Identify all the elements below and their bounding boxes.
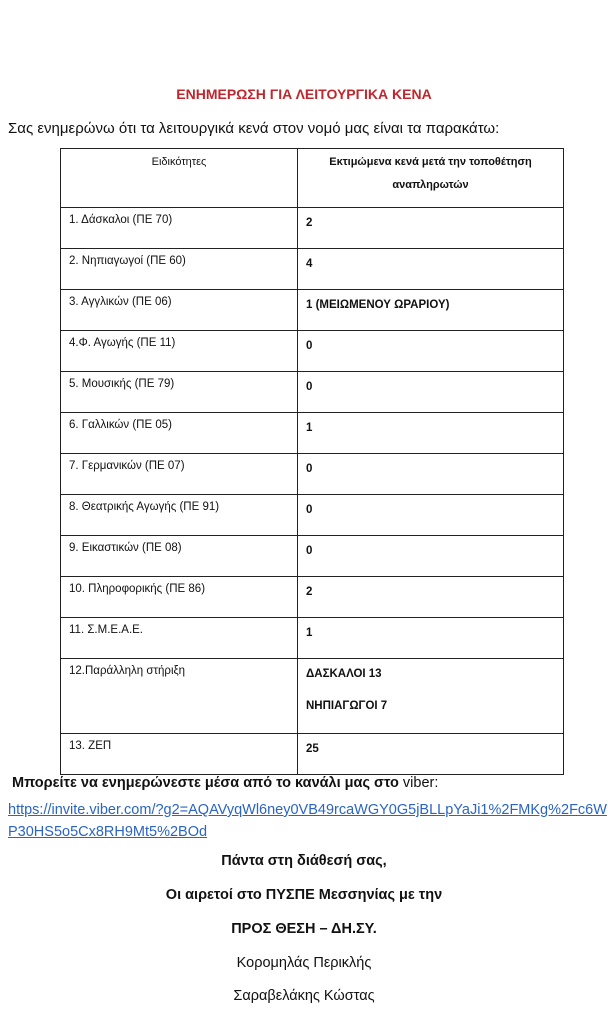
specialty-cell: 5. Μουσικής (ΠΕ 79) — [61, 372, 298, 413]
specialty-cell: 2. Νηπιαγωγοί (ΠΕ 60) — [61, 249, 298, 290]
vacancy-cell: 0 — [298, 495, 564, 536]
specialty-cell: 10. Πληροφορικής (ΠΕ 86) — [61, 577, 298, 618]
table-row — [61, 372, 564, 413]
specialty-cell: 8. Θεατρικής Αγωγής (ΠΕ 91) — [61, 495, 298, 536]
specialty-cell: 6. Γαλλικών (ΠΕ 05) — [61, 413, 298, 454]
vacancy-cell: 25 — [298, 734, 564, 775]
table-row — [61, 734, 564, 775]
specialty-cell: 11. Σ.Μ.Ε.Α.Ε. — [61, 618, 298, 659]
vacancy-cell: 2 — [298, 577, 564, 618]
vacancy-cell: 0 — [298, 331, 564, 372]
vacancy-cell: 0 — [298, 372, 564, 413]
table-header-row — [61, 149, 564, 208]
table-row — [61, 659, 564, 734]
vacancy-cell: 1 — [298, 618, 564, 659]
intro-text: Σας ενημερώνω ότι τα λειτουργικά κενά στον νομό μας είναι τα παρακάτω: — [8, 120, 500, 137]
header-estimated-vacancies: Εκτιμώμενα κενά μετά την τοποθέτηση αναπληρωτών — [298, 149, 564, 208]
viber-link[interactable]: https://invite.viber.com/?g2=AQAVyqWl6ney0VB49rcaWGY0G5jBLLpYaJi1%2FMKg%2Fc6WP30HS5o5Cx8RH9Mt5%2BOd — [8, 802, 607, 840]
table-row — [61, 618, 564, 659]
signature-name-2: Σαραβελάκης Κώστας — [233, 988, 375, 1004]
viber-suffix: viber: — [402, 775, 439, 791]
signature-name-1: Κορομηλάς Περικλής — [236, 955, 372, 971]
vacancy-cell: 1 (ΜΕΙΩΜΕΝΟΥ ΩΡΑΡΙΟΥ) — [298, 290, 564, 331]
vacancy-cell: 1 — [298, 413, 564, 454]
table-row — [61, 290, 564, 331]
specialty-cell: 9. Εικαστικών (ΠΕ 08) — [61, 536, 298, 577]
vacancy-cell: 4 — [298, 249, 564, 290]
table-row — [61, 331, 564, 372]
specialty-cell: 13. ΖΕΠ — [61, 734, 298, 775]
specialty-cell: 12.Παράλληλη στήριξη — [61, 659, 298, 734]
vacancies-table — [60, 148, 564, 775]
vacancy-cell — [298, 659, 564, 734]
vacancy-kindergarten: ΝΗΠΙΑΓΩΓΟΙ 7 — [306, 700, 388, 712]
header-specialties: Ειδικότητες — [61, 149, 298, 208]
table-row — [61, 536, 564, 577]
table-row — [61, 413, 564, 454]
vacancy-cell: 0 — [298, 536, 564, 577]
table-row — [61, 208, 564, 249]
vacancy-cell: 0 — [298, 454, 564, 495]
specialty-cell: 4.Φ. Αγωγής (ΠΕ 11) — [61, 331, 298, 372]
signature-faction: ΠΡΟΣ ΘΕΣΗ – ΔΗ.ΣΥ. — [231, 921, 377, 937]
viber-info — [12, 775, 438, 791]
vacancy-teachers: ΔΑΣΚΑΛΟΙ 13 — [306, 668, 382, 680]
viber-text: Μπορείτε να ενημερώνεστε μέσα από το κανάλι μας στο — [12, 775, 399, 791]
vacancy-cell: 2 — [298, 208, 564, 249]
table-row — [61, 495, 564, 536]
signature-org: Οι αιρετοί στο ΠΥΣΠΕ Μεσσηνίας με την — [165, 887, 443, 903]
page-title: ΕΝΗΜΕΡΩΣΗ ΓΙΑ ΛΕΙΤΟΥΡΓΙΚΑ ΚΕΝΑ — [176, 86, 432, 102]
closing-line: Πάντα στη διάθεσή σας, — [221, 853, 387, 869]
specialty-cell: 7. Γερμανικών (ΠΕ 07) — [61, 454, 298, 495]
specialty-cell: 3. Αγγλικών (ΠΕ 06) — [61, 290, 298, 331]
specialty-cell: 1. Δάσκαλοι (ΠΕ 70) — [61, 208, 298, 249]
table-row — [61, 249, 564, 290]
table-row — [61, 454, 564, 495]
table-row — [61, 577, 564, 618]
